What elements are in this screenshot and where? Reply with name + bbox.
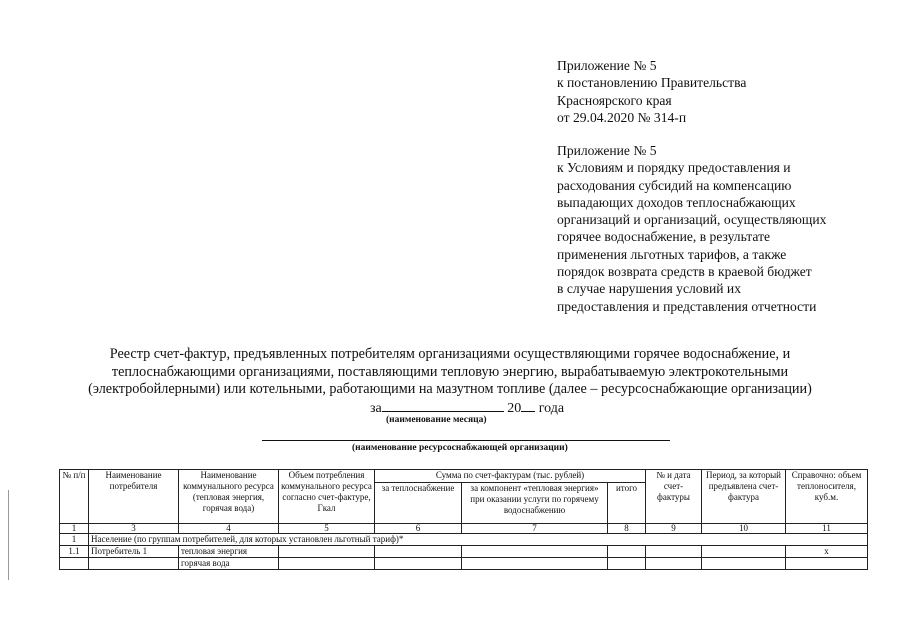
header-period: Период, за который предъявлена счет-фактура <box>702 470 786 524</box>
row-cell[interactable] <box>608 558 646 570</box>
row-cell[interactable] <box>702 546 786 558</box>
appendix-2-line: применения льготных тарифов, а также <box>557 246 787 262</box>
appendix-2-line: Приложение № 5 <box>557 143 657 158</box>
appendix-2-line: расходования субсидий на компенсацию <box>557 177 792 193</box>
row-cell[interactable] <box>279 546 375 558</box>
appendix-2-line: в случае нарушения условий их <box>557 281 742 297</box>
column-number: 7 <box>462 524 608 534</box>
column-number: 8 <box>608 524 646 534</box>
row-cell[interactable] <box>646 546 702 558</box>
register-table <box>59 469 868 570</box>
appendix-1-line: Красноярского края <box>557 92 672 108</box>
row-resource: тепловая энергия <box>179 546 279 558</box>
year-blank[interactable] <box>521 399 535 412</box>
header-sum-heat: за теплоснабжение <box>375 483 462 524</box>
row-cell[interactable] <box>375 546 462 558</box>
header-reference: Справочно: объем теплоносителя, куб.м. <box>786 470 868 524</box>
column-number: 6 <box>375 524 462 534</box>
column-number: 4 <box>179 524 279 534</box>
column-number: 9 <box>646 524 702 534</box>
title-line: (электробойлерными) или котельными, работающими на мазутном топливе (далее – ресурсоснабжающие организации) <box>88 381 812 398</box>
row-reference <box>786 558 868 570</box>
header-sum-group: Сумма по счет-фактурам (тыс. рублей) <box>375 470 646 483</box>
org-caption: (наименование ресурсоснабжающей организации) <box>352 443 568 453</box>
row-resource: горячая вода <box>179 558 279 570</box>
row-cell[interactable] <box>462 546 608 558</box>
month-blank[interactable] <box>382 399 504 412</box>
row-num <box>60 558 89 570</box>
period-suffix: года <box>538 401 565 416</box>
appendix-block-1 <box>557 57 887 126</box>
appendix-2-line: горячее водоснабжение, в результате <box>557 229 771 245</box>
row-consumer: Потребитель 1 <box>89 546 179 558</box>
group-row <box>60 534 868 546</box>
column-number: 5 <box>279 524 375 534</box>
period-year: 20 <box>507 401 522 416</box>
row-num: 1.1 <box>60 546 89 558</box>
header-resource: Наименование коммунального ресурса (тепловая энергия, горячая вода) <box>179 470 279 524</box>
row-reference: х <box>786 546 868 558</box>
table-row <box>60 546 868 558</box>
scan-margin-mark <box>8 490 9 580</box>
appendix-1-line: от 29.04.2020 № 314-п <box>557 109 687 125</box>
appendix-2-line: организаций и организаций, осуществляющих <box>557 212 827 228</box>
document-title <box>30 346 870 399</box>
title-line: Реестр счет-фактур, предъявленных потребителям организациями осуществляющими горячее водоснабжение, и <box>109 346 791 362</box>
appendix-block-2 <box>557 142 887 315</box>
appendix-1-line: Приложение № 5 <box>557 58 657 73</box>
row-cell[interactable] <box>279 558 375 570</box>
row-consumer <box>89 558 179 570</box>
row-cell[interactable] <box>608 546 646 558</box>
column-number: 3 <box>89 524 179 534</box>
appendix-2-line: предоставления и представления отчетности <box>557 298 817 314</box>
header-invoice: № и дата счет-фактуры <box>646 470 702 524</box>
column-number: 11 <box>786 524 868 534</box>
row-cell[interactable] <box>375 558 462 570</box>
appendix-1-line: к постановлению Правительства <box>557 75 747 91</box>
group-num: 1 <box>60 534 89 546</box>
appendix-2-line: выпадающих доходов теплоснабжающих <box>557 194 796 210</box>
row-cell[interactable] <box>702 558 786 570</box>
column-number: 10 <box>702 524 786 534</box>
row-cell[interactable] <box>462 558 608 570</box>
appendix-2-line: к Условиям и порядку предоставления и <box>557 160 791 176</box>
row-cell[interactable] <box>646 558 702 570</box>
header-num: № п/п <box>60 470 89 524</box>
org-name-line[interactable] <box>262 440 670 441</box>
header-consumer: Наименование потребителя <box>89 470 179 524</box>
title-line: теплоснабжающими организациями, поставляющими тепловую энергию, вырабатываемую электрокотельными <box>111 363 789 380</box>
month-caption: (наименование месяца) <box>386 415 487 425</box>
table-row <box>60 558 868 570</box>
column-number: 1 <box>60 524 89 534</box>
header-volume: Объем потребления коммунального ресурса согласно счет-фактуре, Гкал <box>279 470 375 524</box>
group-label: Население (по группам потребителей, для которых установлен льготный тариф)* <box>89 534 868 546</box>
period-prefix: за <box>370 401 382 416</box>
appendix-2-line: порядок возврата средств в краевой бюджет <box>557 264 812 280</box>
header-sum-component: за компонент «тепловая энергия» при оказании услуги по горячему водоснабжению <box>462 483 608 524</box>
header-sum-total: итого <box>608 483 646 524</box>
